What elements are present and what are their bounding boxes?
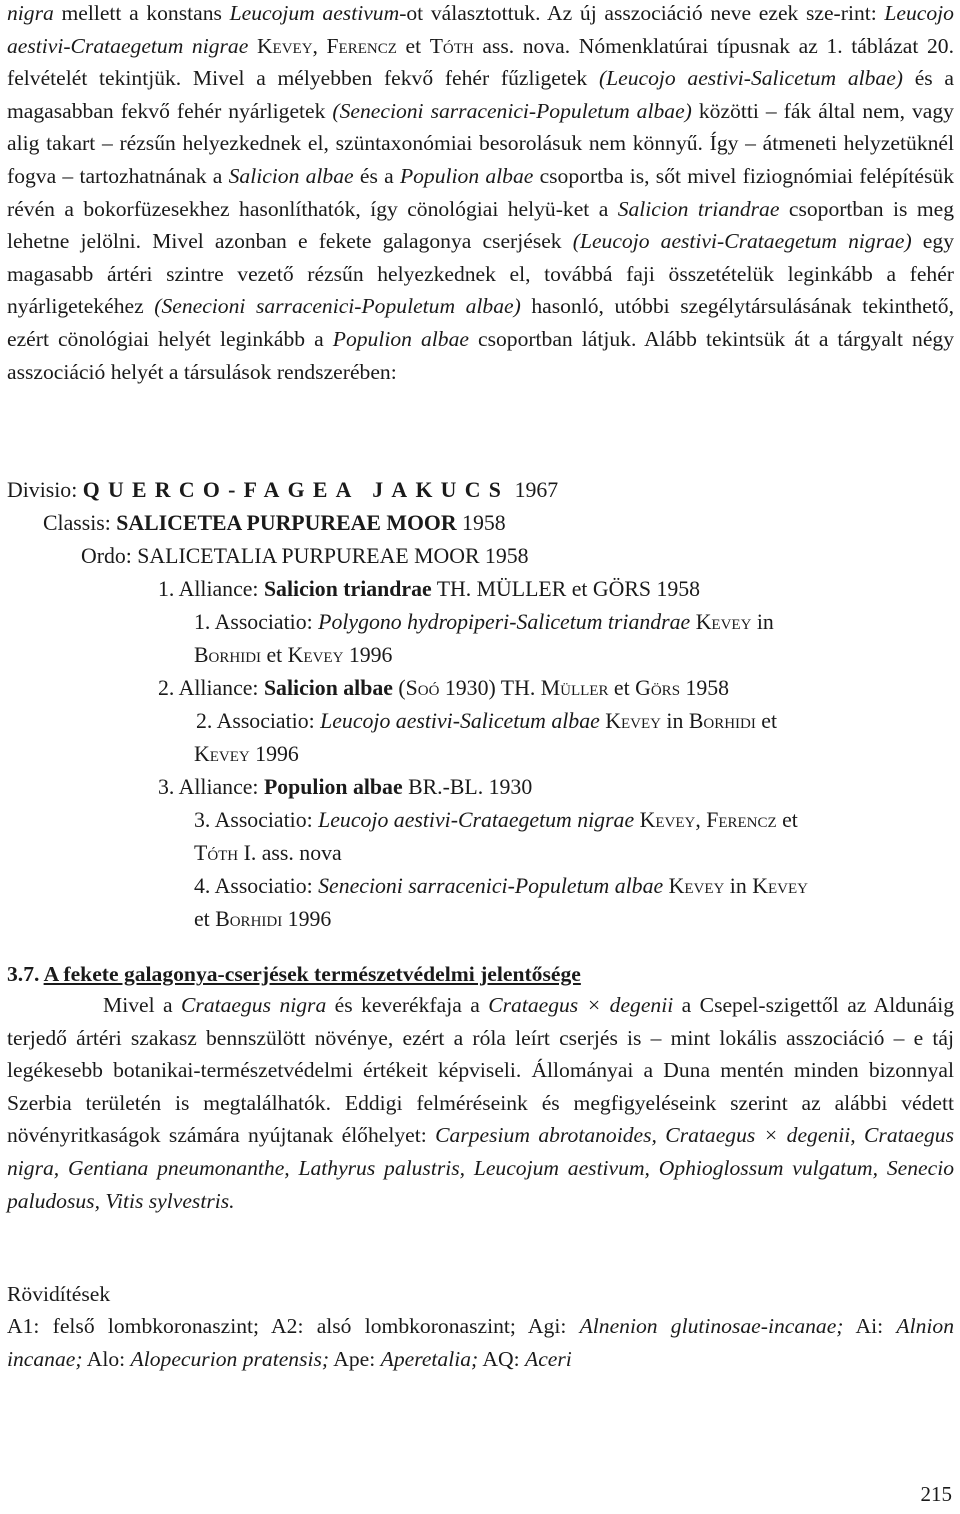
- paragraph-text: csoportba is, sőt mivel fiziognómiai felépítésük révén a bokorfüzesekhez hasonlíthatók, így cönológiai helyü-ket a: [7, 163, 954, 221]
- alliance-name: Salicion albae: [263, 676, 393, 700]
- alliance-name: Salicion triandrae: [617, 196, 780, 221]
- abbreviation-term: Alnion incanae;: [7, 1314, 954, 1371]
- alliance-year: 1958: [680, 676, 730, 700]
- divisio-label: Divisio:: [7, 478, 83, 502]
- abbreviations-paragraph: [7, 1310, 954, 1375]
- abbreviation-text: Alo:: [82, 1346, 131, 1371]
- alliance-label: 2. Alliance:: [158, 676, 264, 700]
- abbreviations-title: Rövidítések: [7, 1282, 111, 1306]
- abbreviation-term: Aperetalia;: [380, 1346, 479, 1371]
- associatio-name: Leucojo aestivi-Salicetum albae: [320, 709, 600, 733]
- alliance-name: Populion albae: [332, 326, 469, 351]
- author-name: Görs: [635, 676, 681, 700]
- paragraph-text: -ot választottuk. Az új asszociáció neve ezek sze-rint:: [399, 1, 885, 25]
- ordo-line: Ordo: SALICETALIA PURPUREAE MOOR 1958: [81, 544, 529, 568]
- classis-name: SALICETEA PURPUREAE MOOR: [116, 511, 457, 535]
- abbreviation-text: Ai:: [843, 1314, 897, 1338]
- associatio-label: 4. Associatio:: [194, 874, 319, 898]
- associatio-label: 2. Associatio:: [196, 709, 321, 733]
- associatio-text: et: [194, 907, 216, 931]
- paragraph-text: és a magasabban fekvő fehér nyárligetek: [7, 66, 954, 123]
- author-name: Tóth: [194, 841, 239, 865]
- paragraph-text: ,: [312, 33, 327, 58]
- paragraph-text: csoportban is meg lehetne jelölni. Mivel azonban e fekete galagonya cserjések: [7, 196, 954, 254]
- paragraph-text: Mivel a: [103, 993, 182, 1017]
- abbreviation-term: Alnenion glutinosae-incanae;: [579, 1314, 844, 1338]
- association-name: (Senecioni sarracenici-Populetum albae): [332, 98, 692, 123]
- associatio-4-authors: [194, 903, 331, 935]
- alliance-name: Populion albae: [399, 163, 534, 188]
- association-name: (Senecioni sarracenici-Populetum albae): [154, 294, 521, 319]
- abbreviation-text: A1: felső lombkoronaszint; A2: alsó lombkoronaszint; Agi:: [7, 1314, 580, 1338]
- associatio-year: 1996: [249, 742, 299, 766]
- intro-paragraph: [7, 0, 954, 388]
- author-name: Kevey: [639, 808, 696, 832]
- conservation-paragraph: [7, 989, 954, 1217]
- associatio-2-authors: [194, 738, 299, 770]
- author-name: Ferencz: [706, 808, 777, 832]
- alliance-2-line: [158, 672, 729, 704]
- alliance-author: BR.-BL. 1930: [402, 775, 533, 799]
- protected-species-list: Carpesium abrotanoides, Crataegus × degenii, Crataegus nigra, Gentiana pneumonanthe, Lathyrus palustris, Leucojum aestivum, Ophioglossum vulgatum, Senecio paludosus, Vitis sylvestris.: [7, 1123, 954, 1213]
- author-name: Borhidi: [215, 907, 283, 931]
- alliance-name: Populion albae: [263, 775, 403, 799]
- alliance-author: et: [608, 676, 636, 700]
- section-number: 3.7.: [7, 962, 40, 986]
- abbreviation-text: AQ:: [478, 1346, 526, 1371]
- associatio-label: 1. Associatio:: [194, 610, 319, 634]
- alliance-author: 1930) TH.: [439, 676, 541, 700]
- author-name: Kevey: [194, 742, 250, 766]
- associatio-3-line: [194, 804, 798, 836]
- alliance-author: (: [392, 676, 406, 700]
- association-name: Leucojo aestivi-Crataegetum nigrae: [7, 1, 954, 58]
- paragraph-text: egy magasabb ártéri szintre vezető rézsűn helyezkednek el, továbbá faji összetételük leginkább a fehér nyárligetekéhez: [7, 229, 954, 319]
- section-heading: [7, 958, 581, 991]
- abbreviation-text: Ape:: [329, 1346, 381, 1371]
- classis-label: Classis:: [43, 511, 117, 535]
- associatio-year: 1996: [282, 907, 332, 931]
- alliance-author: TH. MÜLLER et GÖRS 1958: [431, 577, 701, 601]
- author-name: Müller: [540, 676, 609, 700]
- alliance-3-line: [158, 771, 532, 803]
- section-title: A fekete galagonya-cserjések természetvédelmi jelentősége: [43, 962, 581, 986]
- associatio-3-authors: [194, 837, 342, 869]
- associatio-text: in: [724, 874, 753, 898]
- paragraph-text: mellett a konstans: [53, 1, 230, 25]
- divisio-year: 1967: [509, 478, 559, 502]
- author-name: Tóth: [429, 33, 474, 58]
- divisio-name: QUERCO-FAGEA JAKUCS: [82, 478, 510, 502]
- associatio-text: et: [776, 808, 798, 832]
- author-name: Kevey: [605, 709, 661, 733]
- paragraph-text: hasonló, utóbbi szegélytársulásának tekinthető, ezért cönológiai helyét leginkább a: [7, 294, 954, 351]
- divisio-line: [7, 474, 558, 506]
- classis-line: [43, 507, 506, 539]
- associatio-text: in: [751, 610, 774, 634]
- author-name: Kevey: [668, 874, 725, 898]
- author-name: Ferencz: [326, 33, 397, 58]
- abbreviation-term: Alopecurion pratensis;: [130, 1346, 330, 1371]
- associatio-text: et: [755, 709, 778, 733]
- associatio-2-line: [196, 705, 777, 737]
- paragraph-text: közötti – fák által nem, vagy alig takart – rézsűn helyezkednek el, szüntaxonómiai besorolásuk nem könnyű. Így – átmeneti helyzetüknél fogva – tartozhatnának a: [7, 98, 954, 188]
- alliance-name: Salicion albae: [228, 163, 354, 188]
- paragraph-text: et: [396, 33, 430, 58]
- alliance-label: 1. Alliance:: [158, 577, 264, 601]
- associatio-year: 1996: [343, 643, 393, 667]
- author-name: Kevey: [752, 874, 808, 898]
- associatio-name: Leucojo aestivi-Crataegetum nigrae: [318, 808, 635, 832]
- paragraph-text: és a: [353, 163, 400, 188]
- species-name: Leucojum aestivum: [229, 1, 400, 25]
- paragraph-text: a Csepel-szigettől az Aldunáig terjedő ártéri szakasz bennszülött növénye, ezért a róla leírt cserjés is – mint lokális asszociáció – e táj legékesebb botanikai-természetvédelmi értékeit képviseli. Állományai a Duna mentén minden bizonnyal Szerbia területén is megtalálhatók. Eddigi felméréseink és megfigyeléseink szerint az alábbi védett növényritkaságok számára nyújtanak élőhelyet:: [7, 993, 954, 1148]
- paragraph-text: [248, 34, 257, 58]
- association-name: (Leucojo aestivi-Salicetum albae): [598, 66, 903, 91]
- classis-year: 1958: [456, 511, 506, 535]
- author-name: Soó: [405, 676, 440, 700]
- alliance-name: Salicion triandrae: [263, 577, 432, 601]
- associatio-text: et: [261, 643, 288, 667]
- associatio-name: Polygono hydropiperi-Salicetum triandrae: [318, 610, 691, 634]
- species-name: Crataegus nigra: [181, 993, 327, 1017]
- paragraph-text: csoportban látjuk. Alább tekintsük át a tárgyalt négy asszociáció helyét a társulások rendszerében:: [7, 326, 955, 384]
- abbreviation-term: Aceri: [525, 1346, 572, 1371]
- associatio-name: Senecioni sarracenici-Populetum albae: [318, 874, 664, 898]
- species-name: nigra: [7, 1, 54, 25]
- alliance-label: 3. Alliance:: [158, 775, 264, 799]
- author-name: Kevey: [695, 610, 752, 634]
- association-name: (Leucojo aestivi-Crataegetum nigrae): [572, 229, 912, 254]
- author-name: Kevey: [256, 33, 313, 58]
- associatio-text: I. ass. nova: [238, 841, 342, 865]
- paragraph-text: ass. nova. Nómenklatúrai típusnak az 1. táblázat 20. felvételét tekintjük. Mivel a mélyebben fekvő fehér fűzligetek: [7, 33, 954, 91]
- associatio-text: in: [660, 709, 689, 733]
- author-name: Borhidi: [194, 643, 262, 667]
- associatio-text: ,: [695, 808, 707, 832]
- associatio-label: 3. Associatio:: [194, 808, 319, 832]
- species-name: Crataegus × degenii: [488, 993, 674, 1017]
- associatio-1-authors: [194, 639, 392, 671]
- associatio-4-line: [194, 870, 808, 902]
- alliance-1-line: [158, 573, 700, 605]
- paragraph-text: és keverékfaja a: [326, 993, 489, 1017]
- author-name: Kevey: [287, 643, 344, 667]
- page-number: 215: [920, 1482, 952, 1506]
- author-name: Borhidi: [688, 709, 756, 733]
- associatio-1-line: [194, 606, 774, 638]
